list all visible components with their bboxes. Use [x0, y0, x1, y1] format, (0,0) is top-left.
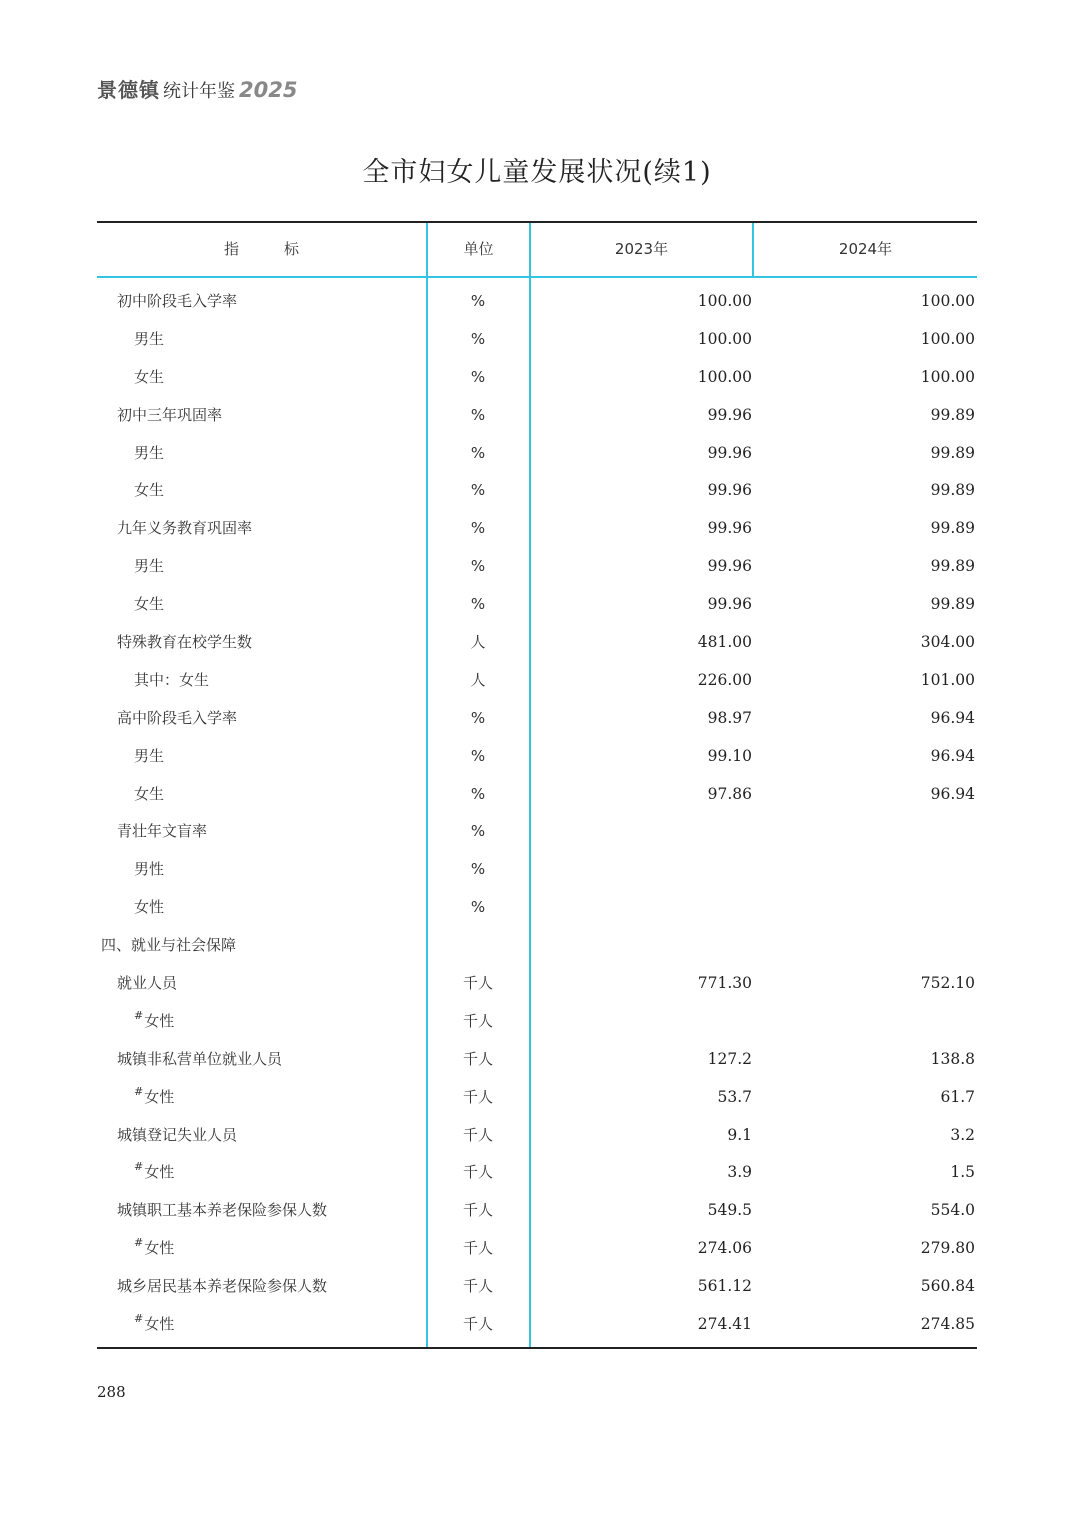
row-unit: 人	[470, 670, 486, 689]
row-indicator-text: 男生	[134, 557, 165, 576]
row-value-2024	[754, 813, 975, 851]
row-value-2024: 99.89	[930, 595, 975, 614]
row-indicator-text: 女生	[134, 481, 165, 500]
row-value-2023	[531, 1003, 752, 1041]
row-value-2023: 97.86	[707, 784, 752, 803]
row-unit: 千人	[462, 1239, 493, 1258]
row-value-2023: 127.2	[707, 1049, 752, 1068]
table-row	[97, 1306, 977, 1344]
table-row	[97, 1079, 977, 1117]
row-unit: 千人	[462, 1087, 493, 1106]
row-value-2024: 99.89	[930, 443, 975, 462]
row-indicator-text: 女性	[144, 1011, 175, 1030]
row-unit: %	[470, 481, 486, 500]
table-row	[97, 283, 977, 321]
table-row	[97, 586, 977, 624]
running-header	[97, 74, 297, 104]
table-body	[97, 283, 977, 1344]
row-unit: %	[470, 367, 486, 386]
row-value-2023	[531, 851, 752, 889]
table-row	[97, 1154, 977, 1192]
row-indicator-text: 青壮年文盲率	[117, 822, 208, 841]
column-header-2024: 2024年	[838, 240, 893, 258]
row-value-2023: 99.96	[707, 405, 752, 424]
row-value-2023: 99.96	[707, 443, 752, 462]
row-value-2024: 99.89	[930, 405, 975, 424]
row-indicator	[117, 624, 252, 662]
row-unit: 千人	[462, 1011, 493, 1030]
table-row	[97, 472, 977, 510]
row-unit: %	[470, 860, 486, 879]
row-indicator-text: 女性	[144, 1315, 175, 1334]
row-unit	[427, 927, 529, 965]
row-value-2024: 99.89	[930, 519, 975, 538]
row-indicator	[101, 927, 236, 965]
row-value-2023: 99.10	[707, 746, 752, 765]
row-value-2023: 549.5	[707, 1201, 752, 1220]
row-indicator	[134, 586, 164, 624]
table-row	[97, 965, 977, 1003]
row-value-2024: 96.94	[930, 746, 975, 765]
row-indicator	[117, 510, 252, 548]
row-mark: #	[134, 1160, 144, 1174]
row-indicator	[134, 1230, 174, 1268]
row-value-2023	[531, 889, 752, 927]
row-unit: %	[470, 443, 486, 462]
row-value-2024: 560.84	[920, 1277, 975, 1296]
row-unit: %	[470, 822, 486, 841]
row-value-2024: 3.2	[950, 1125, 975, 1144]
row-indicator-text: 城镇登记失业人员	[117, 1125, 238, 1144]
row-indicator	[134, 1079, 174, 1117]
row-value-2024: 96.94	[930, 784, 975, 803]
row-indicator	[117, 965, 177, 1003]
row-indicator	[117, 1268, 327, 1306]
table-row	[97, 624, 977, 662]
row-value-2024: 99.89	[930, 557, 975, 576]
row-indicator-text: 女生	[134, 367, 165, 386]
row-unit: %	[470, 557, 486, 576]
row-indicator-text: 女生	[134, 595, 165, 614]
row-indicator-text: 初中阶段毛入学率	[117, 292, 238, 310]
row-value-2024: 138.8	[930, 1049, 975, 1068]
row-unit: %	[470, 784, 486, 803]
row-indicator	[117, 700, 237, 738]
row-indicator	[117, 813, 207, 851]
row-value-2024	[754, 1003, 975, 1041]
table-row	[97, 1003, 977, 1041]
row-value-2024: 100.00	[920, 329, 975, 348]
table-row	[97, 700, 977, 738]
row-indicator-text: 城镇非私营单位就业人员	[117, 1049, 283, 1068]
row-indicator-text: 九年义务教育巩固率	[117, 519, 253, 538]
row-indicator	[134, 738, 164, 776]
row-mark: #	[134, 1008, 144, 1022]
table-row	[97, 1117, 977, 1155]
row-unit: 千人	[462, 1125, 493, 1144]
row-indicator	[134, 472, 164, 510]
row-indicator-text: 女性	[144, 1239, 175, 1258]
row-indicator	[134, 359, 164, 397]
row-indicator-text: 城镇职工基本养老保险参保人数	[117, 1201, 328, 1220]
row-indicator	[117, 1117, 237, 1155]
row-indicator-text: 女性	[144, 1087, 175, 1106]
table-row	[97, 397, 977, 435]
row-indicator	[134, 776, 164, 814]
row-unit: 千人	[462, 1315, 493, 1334]
row-value-2023: 99.96	[707, 519, 752, 538]
row-value-2023: 99.96	[707, 481, 752, 500]
row-unit: %	[470, 329, 486, 348]
row-value-2024: 101.00	[920, 670, 975, 689]
row-indicator-text: 城乡居民基本养老保险参保人数	[117, 1277, 328, 1296]
column-header-unit: 单位	[463, 240, 494, 258]
row-value-2023: 274.41	[697, 1315, 752, 1334]
row-value-2024	[754, 927, 975, 965]
table-header-rule	[97, 276, 977, 278]
row-indicator	[134, 435, 164, 473]
row-mark: #	[134, 1236, 144, 1250]
row-indicator-text: 男性	[134, 860, 165, 879]
row-indicator-text: 四、就业与社会保障	[101, 936, 237, 955]
row-mark: #	[134, 1312, 144, 1326]
row-value-2024	[754, 851, 975, 889]
row-indicator-text: 男生	[134, 443, 165, 462]
row-unit: 千人	[462, 1277, 493, 1296]
row-value-2023: 100.00	[697, 292, 752, 310]
row-indicator	[117, 1041, 282, 1079]
row-value-2024: 279.80	[920, 1239, 975, 1258]
row-value-2023: 9.1	[727, 1125, 752, 1144]
row-value-2023: 771.30	[697, 974, 752, 993]
row-value-2023	[531, 927, 752, 965]
column-header-indicator: 指 标	[223, 240, 299, 258]
row-value-2023: 53.7	[717, 1087, 752, 1106]
row-value-2024: 274.85	[920, 1315, 975, 1334]
table-row	[97, 1268, 977, 1306]
row-value-2023: 226.00	[697, 670, 752, 689]
header-book-title: 统计年鉴	[163, 81, 235, 102]
table-row	[97, 813, 977, 851]
row-unit: %	[470, 292, 486, 310]
row-indicator	[134, 1003, 174, 1041]
row-unit: %	[470, 746, 486, 765]
table-row	[97, 359, 977, 397]
row-indicator	[134, 889, 164, 927]
row-value-2024: 99.89	[930, 481, 975, 500]
row-value-2024: 752.10	[920, 974, 975, 993]
row-value-2023: 3.9	[727, 1163, 752, 1182]
header-brand: 景德镇	[97, 78, 160, 102]
row-indicator-text: 男生	[134, 746, 165, 765]
row-indicator	[134, 1306, 174, 1344]
row-value-2024: 96.94	[930, 708, 975, 727]
row-indicator	[134, 662, 209, 700]
row-unit: 千人	[462, 1049, 493, 1068]
row-value-2024: 1.5	[950, 1163, 975, 1182]
row-unit: 千人	[462, 1201, 493, 1220]
row-indicator-text: 特殊教育在校学生数	[117, 633, 253, 652]
column-header-2023: 2023年	[614, 240, 669, 258]
row-unit: 千人	[462, 974, 493, 993]
table-row	[97, 1041, 977, 1079]
row-indicator	[117, 397, 222, 435]
row-value-2024: 100.00	[920, 292, 975, 310]
row-unit: %	[470, 708, 486, 727]
table-row	[97, 1230, 977, 1268]
row-unit: %	[470, 519, 486, 538]
table-row	[97, 889, 977, 927]
row-indicator-text: 女性	[144, 1163, 175, 1182]
statistics-table	[97, 221, 977, 1349]
row-indicator	[134, 548, 164, 586]
row-indicator	[134, 1154, 174, 1192]
row-value-2023: 99.96	[707, 595, 752, 614]
page-title: 全市妇女儿童发展状况(续1)	[362, 157, 712, 188]
row-unit: %	[470, 898, 486, 917]
table-row	[97, 776, 977, 814]
row-value-2024: 100.00	[920, 367, 975, 386]
row-value-2023: 274.06	[697, 1239, 752, 1258]
row-mark: #	[134, 1084, 144, 1098]
row-indicator-text: 女生	[134, 784, 165, 803]
row-value-2024	[754, 889, 975, 927]
table-row	[97, 321, 977, 359]
table-row	[97, 435, 977, 473]
table-row	[97, 510, 977, 548]
row-indicator	[134, 321, 164, 359]
row-value-2023: 99.96	[707, 557, 752, 576]
row-unit: 千人	[462, 1163, 493, 1182]
row-value-2024: 61.7	[940, 1087, 975, 1106]
row-unit: %	[470, 595, 486, 614]
row-value-2023: 481.00	[697, 633, 752, 652]
row-indicator-text: 初中三年巩固率	[117, 405, 223, 424]
row-value-2023: 100.00	[697, 367, 752, 386]
row-indicator-text: 其中：女生	[134, 670, 210, 689]
table-row	[97, 1192, 977, 1230]
row-value-2023: 100.00	[697, 329, 752, 348]
row-unit: 人	[470, 633, 486, 652]
row-value-2023: 98.97	[707, 708, 752, 727]
row-indicator	[117, 283, 237, 321]
table-row	[97, 738, 977, 776]
table-bottom-rule	[97, 1347, 977, 1349]
row-value-2024: 554.0	[930, 1201, 975, 1220]
page-number: 288	[97, 1383, 126, 1401]
row-unit: %	[470, 405, 486, 424]
row-value-2023	[531, 813, 752, 851]
table-row	[97, 851, 977, 889]
row-indicator-text: 就业人员	[117, 974, 178, 993]
row-value-2023: 561.12	[697, 1277, 752, 1296]
row-value-2024: 304.00	[920, 633, 975, 652]
table-row	[97, 548, 977, 586]
row-indicator	[117, 1192, 327, 1230]
row-indicator-text: 女性	[134, 898, 165, 917]
row-indicator	[134, 851, 164, 889]
header-year: 2025	[239, 78, 298, 102]
row-indicator-text: 高中阶段毛入学率	[117, 708, 238, 727]
section-row	[97, 927, 977, 965]
row-indicator-text: 男生	[134, 329, 165, 348]
table-row	[97, 662, 977, 700]
